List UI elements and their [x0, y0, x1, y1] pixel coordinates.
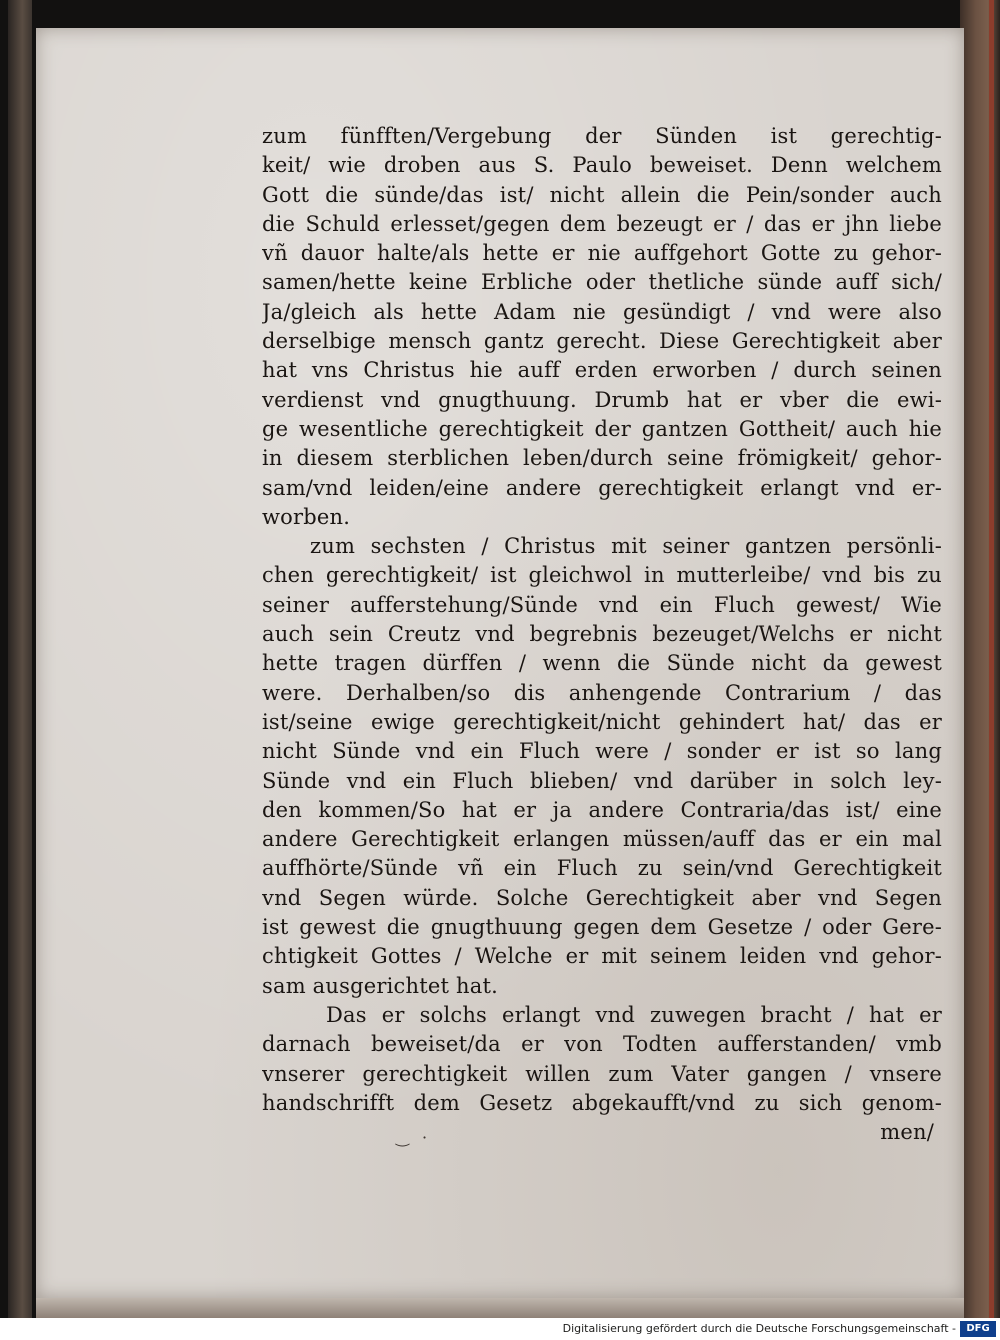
page-text: [262, 122, 942, 1147]
text-line: derselbige mensch gantz gerecht. Diese Gerechtigkeit aber: [262, 329, 942, 354]
text-line: were. Derhalben/so dis anhengende Contrarium / das: [262, 680, 942, 705]
text-line: keit/ wie droben aus S. Paulo beweiset. Denn welchem: [262, 153, 942, 178]
page-bottom-edge: [36, 1298, 964, 1318]
text-line: worben.: [262, 504, 351, 529]
book-edge-right: [960, 0, 1000, 1318]
ink-smudge: ‿ ·: [396, 1128, 432, 1147]
text-line: Gott die sünde/das ist/ nicht allein die Pein/sonder auch: [262, 182, 942, 207]
text-line: vnserer gerechtigkeit willen zum Vater gangen / vnsere: [262, 1061, 942, 1086]
text-line: sam/vnd leiden/eine andere gerechtigkeit erlangt vnd er-: [262, 475, 942, 500]
text-line: vñ dauor halte/als hette er nie auffgehort Gotte zu gehor-: [262, 241, 942, 266]
text-line: Sünde vnd ein Fluch blieben/ vnd darüber in solch ley-: [262, 768, 942, 793]
text-line: auch sein Creutz vnd begrebnis bezeuget/Welchs er nicht: [262, 622, 942, 647]
text-line: Das er solchs erlangt vnd zuwegen bracht / hat er: [326, 1002, 942, 1027]
text-line: ist gewest die gnugthuung gegen dem Gesetze / oder Gere-: [262, 915, 942, 940]
text-line: handschrifft dem Gesetz abgekaufft/vnd zu sich genom-: [262, 1090, 942, 1115]
funding-credit: Digitalisierung gefördert durch die Deutsche Forschungsgemeinschaft -: [562, 1322, 956, 1335]
text-line: darnach beweiset/da er von Todten aufferstanden/ vmb: [262, 1032, 942, 1057]
text-line: verdienst vnd gnugthuung. Drumb hat er vber die ewi-: [262, 387, 942, 412]
footer-bar: [0, 1318, 1000, 1340]
text-line: in diesem sterblichen leben/durch seine frömigkeit/ gehor-: [262, 446, 942, 471]
text-line: ge wesentliche gerechtigkeit der gantzen Gottheit/ auch hie: [262, 416, 942, 441]
catchword: men/: [880, 1120, 934, 1145]
text-line: nicht Sünde vnd ein Fluch were / sonder er ist so lang: [262, 739, 942, 764]
text-line: den kommen/So hat er ja andere Contraria/das ist/ eine: [262, 797, 942, 822]
text-line: samen/hette keine Erbliche oder thetliche sünde auff sich/: [262, 270, 942, 295]
dfg-logo: DFG: [960, 1321, 996, 1337]
text-line: zum fünfften/Vergebung der Sünden ist gerechtig-: [262, 124, 942, 148]
text-line: hette tragen dürffen / wenn die Sünde nicht da gewest: [262, 651, 942, 676]
text-line: hat vns Christus hie auff erden erworben / durch seinen: [262, 358, 942, 383]
text-line: auffhörte/Sünde vñ ein Fluch zu sein/vnd Gerechtigkeit: [262, 856, 942, 881]
text-line: chtigkeit Gottes / Welche er mit seinem leiden vnd gehor-: [262, 944, 942, 969]
text-line: sam ausgerichtet hat.: [262, 973, 498, 998]
text-line: Ja/gleich als hette Adam nie gesündigt / vnd were also: [262, 299, 942, 324]
text-line: chen gerechtigkeit/ ist gleichwol in mutterleibe/ vnd bis zu: [262, 563, 942, 588]
book-edge-left: [8, 0, 32, 1318]
text-line: vnd Segen würde. Solche Gerechtigkeit aber vnd Segen: [262, 885, 942, 910]
text-line: andere Gerechtigkeit erlangen müssen/auff das er ein mal: [262, 827, 942, 852]
text-line: seiner aufferstehung/Sünde vnd ein Fluch gewest/ Wie: [262, 592, 942, 617]
text-line: zum sechsten / Christus mit seiner gantzen persönli-: [310, 534, 942, 559]
text-line: die Schuld erlesset/gegen dem bezeugt er / das er jhn liebe: [262, 211, 942, 236]
text-line: ist/seine ewige gerechtigkeit/nicht gehindert hat/ das er: [262, 709, 942, 734]
